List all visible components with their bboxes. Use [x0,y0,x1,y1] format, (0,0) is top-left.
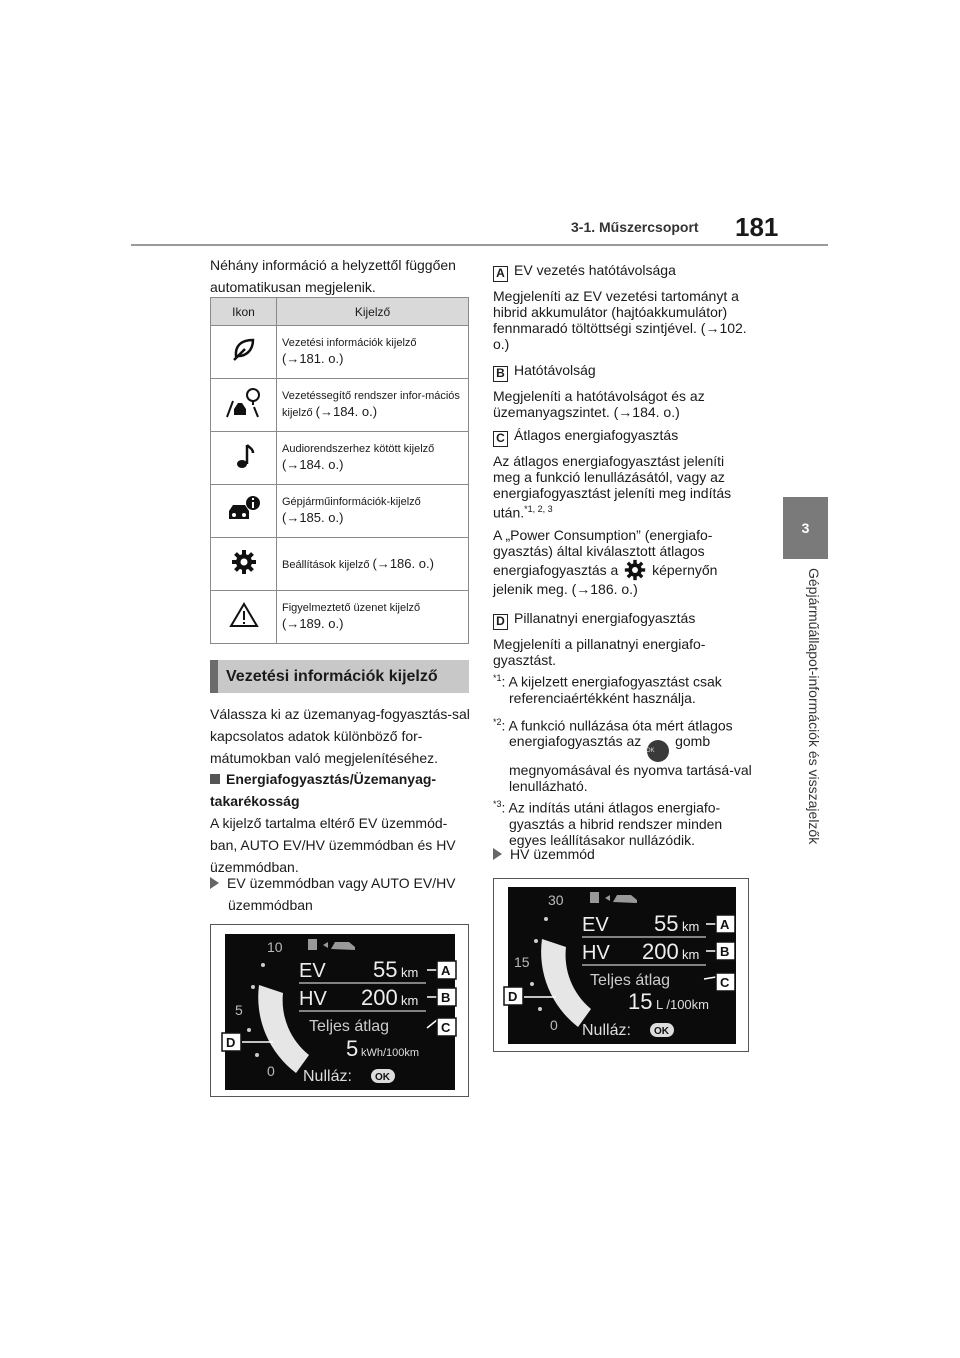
callout-b: B [720,944,730,959]
page-ref: (→181. o.) [282,351,344,366]
warning-icon [229,602,259,628]
scale-mid-label: 15 [514,954,530,970]
scale-mid-label: 5 [235,1002,243,1018]
page-ref: (→184. o.) [315,404,378,419]
callout-d: D [226,1035,236,1050]
item-body: Megjeleníti a pillanatnyi energiafo-gyasztást. [493,636,706,668]
callout-a: A [441,963,451,978]
callout-d: D [508,989,518,1004]
ev-label: EV [582,914,609,936]
reset-label: Nulláz: [303,1068,352,1085]
page-number: 181 [735,212,779,242]
chapter-title: Gépjárműállapot-információk és visszajelzők [806,568,822,845]
body-paragraph: A kijelző tartalma eltérő EV üzemmód-ban, AUTO EV/HV üzemmódban és HV üzemmódban. [210,815,456,875]
ok-badge: OK [375,1072,390,1083]
item-body: Megjeleníti az EV vezetési tartományt a hibrid akkumulátor (hajtóakkumulátor) fennmaradó töltöttségi szintjével. (→102. o.) [493,288,747,352]
callout-c: C [720,975,730,990]
leaf-icon [231,337,257,363]
icon-table [210,297,469,644]
ev-unit: km [401,965,419,980]
row-text: Audiorendszerhez kötött kijelző [282,443,435,455]
row-text: Beállítások kijelző [282,558,370,571]
footnote: $^{*2}$: A funkció nullázása óta mért átlagos energiafogyasztás az OK gomb megnyomásával és nyomva tartásá-val lenullázható. [493,716,752,795]
avg-label: Teljes átlag [309,1018,390,1035]
gear-icon [624,559,646,581]
tag-a: A [493,266,508,282]
tag-d: D [493,614,508,630]
hv-value: 200 [361,985,398,1010]
hv-display-figure [493,878,749,1052]
ev-value: 55 [373,957,398,982]
callout-b: B [441,990,451,1005]
ev-display-figure [210,924,469,1097]
ev-value: 55 [654,911,679,936]
item-body: A „Power Consumption” (energiafo-gyasztás) által kiválasztott átlagos energiafogyasztás a képernyőn jelenik meg. (→186. o.) [493,526,718,597]
header-divider [131,244,828,246]
item-b [493,362,753,420]
col-header-display: Kijelző [277,298,469,326]
driver-assist-icon [224,387,264,419]
intro-text: Néhány információ a helyzettől függően automatikusan megjelenik. [210,257,456,295]
ev-unit: km [682,919,700,934]
item-c [493,427,753,597]
table-row [211,591,469,644]
table-row [211,432,469,485]
section-title: 3-1. Műszercsoport [571,219,699,235]
item-a [493,262,753,352]
hv-unit: km [682,947,700,962]
avg-label: Teljes átlag [590,972,671,989]
row-text: Vezetéssegítő rendszer infor-mációs kijelző [282,390,460,419]
scale-bottom-label: 0 [550,1017,558,1033]
avg-value: 15 [628,989,653,1014]
item-d [493,610,753,848]
chapter-tab: 3 [783,497,828,559]
vehicle-info-icon [227,495,261,523]
footnote-ref: *1, 2, 3 [524,504,553,514]
row-text: Gépjárműinformációk-kijelző [282,496,421,508]
avg-value: 5 [346,1036,359,1061]
triangle-bullet-icon [210,877,219,889]
callout-c: C [441,1020,451,1035]
avg-unit: kWh/100km [361,1047,420,1059]
callout-a: A [720,917,730,932]
ev-display [211,925,470,1098]
item-body: Az átlagos energiafogyasztást jeleníti meg a funkció lenullázásától, vagy az energiafogyasztást jeleníti meg indítás után.$^{*1, 2, 3}$ [493,453,732,521]
section-heading: Vezetési információk kijelző [210,660,469,693]
ev-label: EV [299,960,326,982]
music-note-icon [232,442,256,470]
footnote: $^{*3}$: Az indítás utáni átlagos energiafo-gyasztás a hibrid rendszer minden egyes leállításakor nullázódik. [493,799,723,848]
hv-label: HV [582,942,610,964]
tag-c: C [493,431,508,447]
col-header-icon: Ikon [211,298,277,326]
item-body: Megjeleníti a hatótávolságot és az üzemanyagszintet. (→184. o.) [493,388,705,420]
scale-top-label: 30 [548,892,564,908]
bullet-item: HV üzemmód [493,846,753,862]
avg-unit: L /100km [656,997,709,1012]
item-title: Pillanatnyi energiafogyasztás [514,610,696,626]
hv-unit: km [401,993,419,1008]
item-title: EV vezetés hatótávolsága [514,262,676,278]
table-row [211,379,469,432]
tag-b: B [493,366,508,382]
row-text: Figyelmeztető üzenet kijelző [282,602,421,614]
ok-badge: OK [654,1026,669,1037]
page-ref: (→184. o.) [282,457,344,472]
footnote: $^{*1}$: A kijelzett energiafogyasztást csak referenciaértékként használja. [493,673,722,706]
hv-label: HV [299,988,327,1010]
page-ref: (→186. o.) [372,555,434,571]
body-paragraph: Válassza ki az üzemanyag-fogyasztás-sal kapcsolatos adatok különböző for-mátumokban való megjelenítéséhez. [210,706,470,766]
scale-bottom-label: 0 [267,1063,275,1079]
triangle-bullet-icon [493,848,502,860]
bullet-item: EV üzemmódban vagy AUTO EV/HV üzemmódban [210,872,472,916]
table-row [211,326,469,379]
page-ref: (→189. o.) [282,616,344,631]
ok-button-icon: OK [647,740,669,762]
scale-top-label: 10 [267,939,283,955]
hv-display [494,879,750,1053]
sub-heading: Energiafogyasztás/Üzemanyag-takarékosság [210,771,437,809]
hv-value: 200 [642,939,679,964]
page-ref: (→185. o.) [282,510,344,525]
table-row [211,538,469,591]
item-title: Hatótávolság [514,362,596,378]
table-row [211,485,469,538]
row-text: Vezetési információk kijelző [282,337,417,349]
reset-label: Nulláz: [582,1022,631,1039]
gear-icon [231,549,257,575]
square-bullet-icon [210,774,220,784]
item-title: Átlagos energiafogyasztás [514,427,679,443]
